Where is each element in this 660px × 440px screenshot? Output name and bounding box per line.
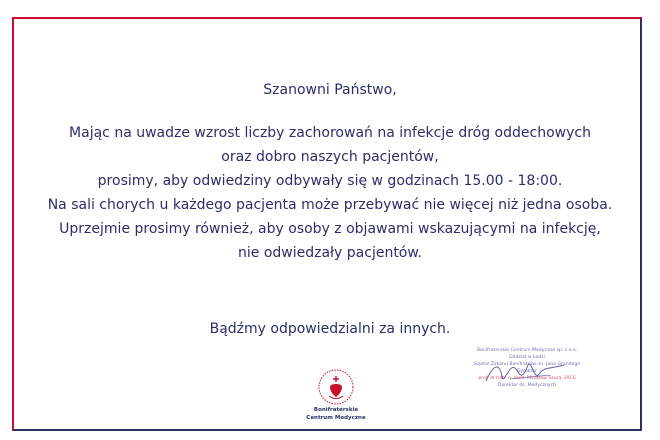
body-line: nie odwiedzały pacjentów. xyxy=(238,245,422,261)
logo-text-2: Centrum Medyczne xyxy=(306,415,366,421)
greeting: Szanowni Państwo, xyxy=(263,82,397,98)
logo xyxy=(306,368,366,422)
stamp-line: Bonifraterskie Centrum Medyczne sp. z o.o. xyxy=(476,348,578,353)
body-line: Uprzejmie prosimy również, aby osoby z objawami wskazującymi na infekcję, xyxy=(59,221,601,237)
stamp-line: Szpital Zakonu Bonifratrów im. Jana Grandego xyxy=(473,362,581,367)
body-line: Na sali chorych u każdego pacjenta może przebywać nie więcej niż jedna osoba. xyxy=(47,197,613,213)
body-line: oraz dobro naszych pacjentów, xyxy=(221,149,439,165)
body-line: prosimy, aby odwiedziny odbywały się w godzinach 15.00 - 18:00. xyxy=(97,173,563,189)
stamp-line: Dyrektor xyxy=(516,369,538,374)
stamp-line: Dyrektor ds. Medycznych xyxy=(497,383,557,388)
signature xyxy=(480,355,570,389)
body-line: Mając na uwadze wzrost liczby zachorowań na infekcje dróg oddechowych xyxy=(69,125,591,141)
bonifraterskie-emblem-icon xyxy=(317,368,355,406)
notice-body xyxy=(0,121,660,265)
closing-line: Bądźmy odpowiedzialni za innych. xyxy=(209,321,451,337)
stamp-line: prof. dr hab. n. med. Mirosław Szura, FACS xyxy=(478,376,576,381)
logo-text-1: Bonifraterskie xyxy=(313,407,359,413)
stamp-line: Oddział w Łodzi xyxy=(509,355,545,360)
